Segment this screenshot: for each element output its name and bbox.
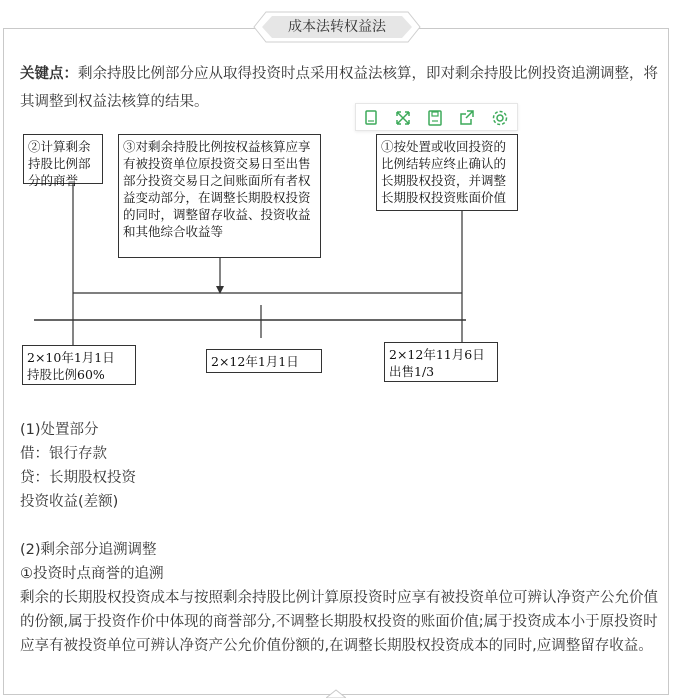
goodwill-box: ②计算剩余持股比例部分的商誉 [23, 134, 103, 184]
equity-adjust-box: ③对剩余持股比例按权益核算应享有被投资单位原投资交易日至出售部分投资交易日之间账面所有者权益变动部分，在调整长期股权投资的同时，调整留存收益、投资收益和其他综合收益等 [118, 134, 321, 258]
date-start-label: 2×10年1月1日 [27, 350, 115, 365]
goodwill-heading: ①投资时点商誉的追溯 [20, 566, 164, 582]
date-box-mid: 2×12年1月1日 [206, 349, 322, 373]
retro-heading: (2)剩余部分追溯调整 [20, 542, 157, 558]
bottom-notch [326, 688, 346, 698]
section-title [252, 10, 422, 44]
page-title: 成本法转权益法 [288, 19, 386, 35]
date-box-sale [384, 342, 498, 382]
date-box-start [22, 345, 136, 385]
gain-line: 投资收益(差额) [20, 494, 119, 510]
credit-line: 贷：长期股权投资 [20, 470, 136, 486]
save-icon[interactable] [425, 108, 445, 128]
timeline-diagram [20, 128, 520, 382]
date-sale-label: 2×12年11月6日 [389, 347, 485, 362]
key-point-label: 关键点： [20, 66, 78, 82]
holding-ratio-label: 持股比例60% [27, 367, 105, 382]
expand-icon[interactable] [393, 108, 413, 128]
image-toolbar [355, 103, 518, 131]
disposal-heading: (1)处置部分 [20, 422, 99, 438]
copy-icon[interactable] [361, 108, 381, 128]
goodwill-paragraph: 剩余的长期股权投资成本与按照剩余持股比例计算原投资时应享有被投资单位可辨认净资产公允价值的份额,属于投资作价中体现的商誉部分,不调整长期股权投资的账面价值;属于投资成本小于原投资时应享有被投资单位可辨认净资产公允价值份额的,在调整长期股权投资成本的同时,应调整留存收益。 [20, 590, 658, 654]
share-icon[interactable] [457, 108, 477, 128]
disposal-box: ①按处置或收回投资的比例结转应终止确认的长期股权投资，并调整长期股权投资账面价值 [376, 134, 518, 211]
key-point-text: 剩余持股比例部分应从取得投资时点采用权益法核算，即对剩余持股比例投资追溯调整，将其调整到权益法核算的结果。 [20, 66, 658, 110]
sale-portion-label: 出售1/3 [389, 364, 435, 379]
debit-line: 借：银行存款 [20, 446, 107, 462]
key-point [20, 60, 660, 116]
settings-icon[interactable] [490, 108, 510, 128]
